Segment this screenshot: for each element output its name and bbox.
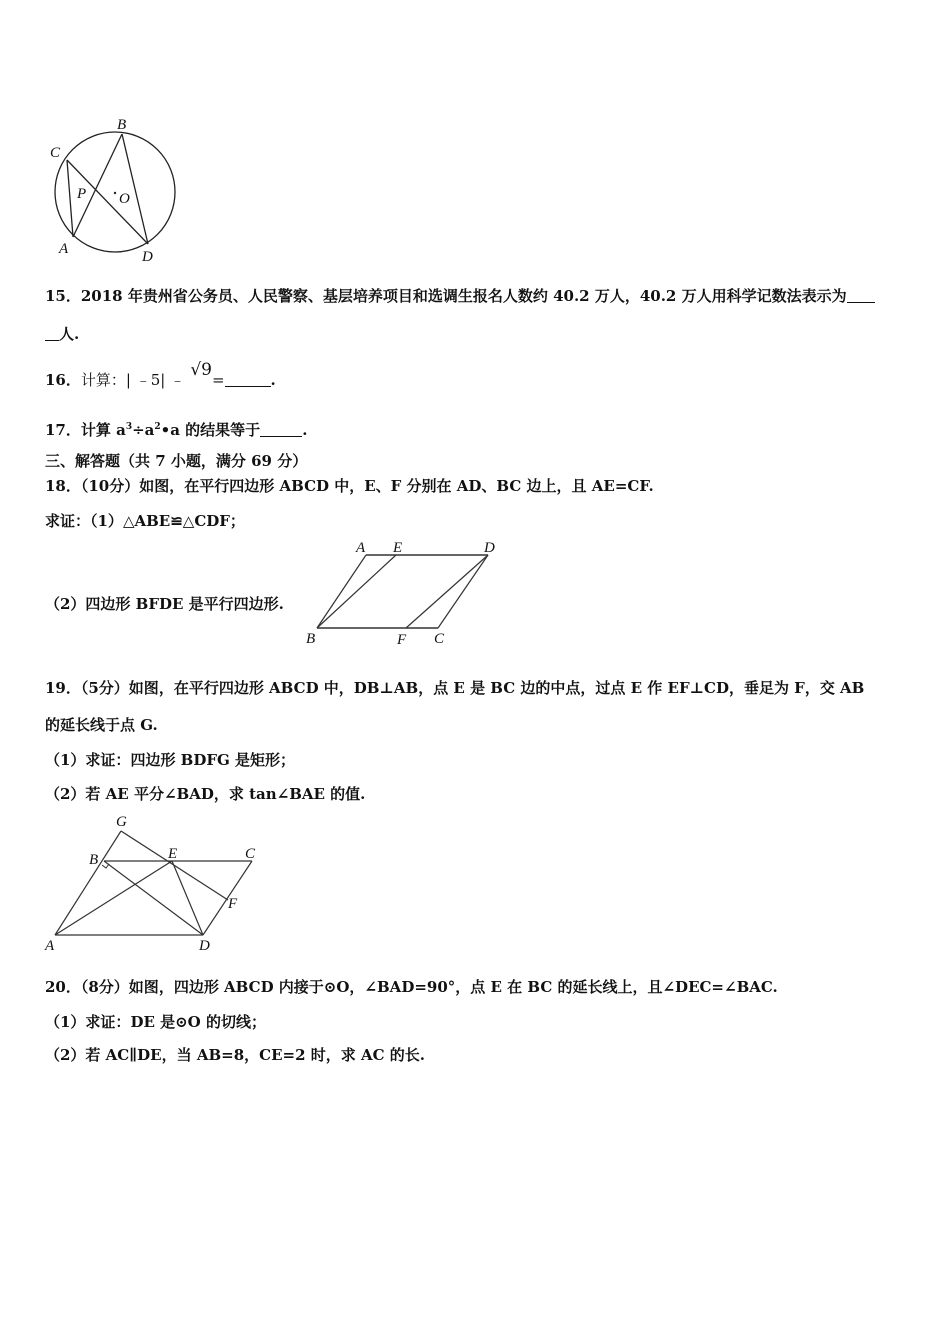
q16-answer-blank[interactable]	[225, 372, 271, 387]
q18-stem: （10分）如图，在平行四边形 ABCD 中，E、F 分别在 AD、BC 边上，且 AE=CF.	[80, 477, 654, 495]
question-19-stem	[45, 678, 864, 698]
q15-answer-blank[interactable]	[847, 288, 875, 303]
sqrt-9: √9	[190, 360, 212, 380]
q16-prefix: 计算：| ﹣5| ﹣	[80, 371, 186, 389]
question-18-part1: 求证：（1）△ABE≌△CDF；	[45, 512, 245, 530]
q17-prefix: 计算 a	[80, 421, 126, 439]
q17-mid1: ÷a	[132, 421, 155, 439]
q19-stem-line1: （5分）如图，在平行四边形 ABCD 中，DB⊥AB，点 E 是 BC 边的中点，过点 E 作 EF⊥CD，垂足为 F，交 AB	[80, 679, 865, 697]
q15-answer-blank-cont[interactable]	[45, 326, 59, 341]
question-17	[45, 417, 307, 440]
label-a: A	[45, 938, 55, 954]
question-16	[45, 360, 276, 390]
label-b: B	[306, 631, 316, 647]
question-19-part2: （2）若 AE 平分∠BAD，求 tan∠BAE 的值.	[45, 785, 366, 803]
q15-number: 15．	[45, 287, 81, 305]
q16-end: .	[270, 371, 276, 389]
q20-stem: （8分）如图，四边形 ABCD 内接于⊙O，∠BAD=90°，点 E 在 BC 的延长线上，且∠DEC=∠BAC.	[80, 978, 778, 996]
label-p: P	[77, 186, 87, 202]
q15-tail: 人.	[59, 325, 80, 343]
label-f: F	[228, 896, 238, 912]
label-c: C	[50, 145, 61, 161]
q14-circle-figure	[45, 112, 185, 267]
label-e: E	[168, 846, 178, 862]
q16-number: 16．	[45, 371, 81, 389]
section-3-heading: 三、解答题（共 7 小题，满分 69 分）	[45, 452, 308, 470]
label-g: G	[116, 814, 127, 830]
question-20-stem	[45, 977, 778, 997]
label-o: O	[119, 191, 130, 207]
q19-number: 19．	[45, 679, 81, 697]
q16-suffix: =	[211, 371, 225, 389]
question-15-cont	[45, 324, 79, 344]
q17-number: 17．	[45, 421, 81, 439]
q17-exp1: 3	[125, 422, 133, 432]
label-d: D	[484, 540, 495, 556]
question-18-stem	[45, 476, 654, 496]
label-d: D	[142, 249, 153, 265]
label-f: F	[397, 632, 407, 648]
q20-number: 20．	[45, 978, 81, 996]
label-b: B	[89, 852, 99, 868]
q17-answer-blank[interactable]	[260, 422, 302, 437]
question-20-part1: （1）求证：DE 是⊙O 的切线；	[45, 1013, 266, 1031]
label-d: D	[199, 938, 210, 954]
q15-text: 2018 年贵州省公务员、人民警察、基层培养项目和选调生报名人数约 40.2 万人，40.2 万人用科学记数法表示为	[80, 287, 847, 305]
question-15	[45, 286, 875, 306]
q18-number: 18．	[45, 477, 81, 495]
q17-end: .	[302, 421, 308, 439]
question-20-part2: （2）若 AC∥DE，当 AB=8，CE=2 时，求 AC 的长.	[45, 1046, 426, 1064]
q17-mid2: •a 的结果等于	[160, 421, 261, 439]
question-19-stem-line2: 的延长线于点 G.	[45, 716, 158, 734]
label-e: E	[393, 540, 403, 556]
question-18-part2: （2）四边形 BFDE 是平行四边形.	[45, 595, 284, 613]
q18-parallelogram-figure	[298, 536, 508, 648]
label-a: A	[59, 241, 69, 257]
label-c: C	[245, 846, 256, 862]
q19-parallelogram-figure	[42, 810, 272, 955]
label-b: B	[117, 117, 127, 133]
label-c: C	[434, 631, 445, 647]
q17-exp2: 2	[154, 422, 161, 432]
question-19-part1: （1）求证：四边形 BDFG 是矩形；	[45, 751, 296, 769]
label-a: A	[356, 540, 366, 556]
